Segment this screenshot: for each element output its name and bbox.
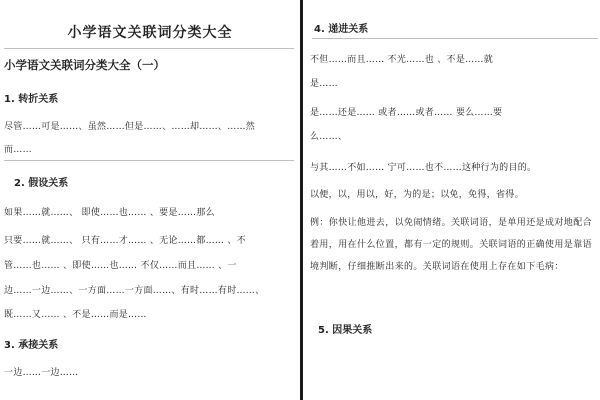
heading-succession: 3. 承接关系 (4, 340, 59, 351)
text-line: 既……又…… 、不是……而是…… (4, 310, 147, 320)
text-line: 么……、 (310, 132, 348, 142)
heading-progression: 4. 递进关系 (314, 24, 369, 35)
text-line: 不但……而且…… 不光……也 、不是……就 (310, 55, 494, 65)
text-line: 与其……不如…… 宁可……也不……这种行为的目的。 (310, 163, 537, 173)
text-line: 以便，以，用以，好，为的是；以免，免得，省得。 (310, 190, 524, 200)
heading-hypothesis: 2. 假设关系 (14, 178, 69, 189)
text-line: 而…… (4, 145, 32, 155)
heading-causal: 5. 因果关系 (318, 325, 373, 336)
column-divider (300, 0, 303, 400)
text-line: 一边……一边…… (4, 368, 79, 378)
heading-transition: 1. 转折关系 (4, 94, 59, 105)
text-line: 是…… (310, 79, 338, 89)
text-line: 边……一边……、一方面……一方面……、有时……有时……、 (4, 286, 265, 296)
section-rule (312, 38, 598, 39)
title-rule (4, 48, 294, 49)
text-line: 尽管……可是……、虽然……但是……、……却……、……然 (4, 122, 256, 132)
text-line: 是……还是…… 或者……或者…… 要么……要 (310, 108, 503, 118)
section-rule (4, 160, 294, 161)
page-title: 小学语文关联词分类大全 (67, 25, 233, 41)
example-paragraph: 例：你快让他进去，以免闹情绪。关联词语，是单用还是成对地配合着用，用在什么位置，都有一定的规则。关联词语的正确使用是靠语境判断，仔细推断出来的。关联词语在使用上存在如下毛病： (310, 218, 593, 272)
section-subtitle: 小学语文关联词分类大全（一） (4, 58, 165, 72)
text-line: 只要……就……、 只有……才…… 、无论……都…… 、不 (4, 236, 246, 246)
right-column (306, 0, 600, 400)
text-line: 如果……就……、 即使……也…… 、要是……那么 (4, 208, 215, 218)
text-line: 管……也…… 、即使……也…… 不仅……而且…… 、一 (4, 261, 237, 271)
